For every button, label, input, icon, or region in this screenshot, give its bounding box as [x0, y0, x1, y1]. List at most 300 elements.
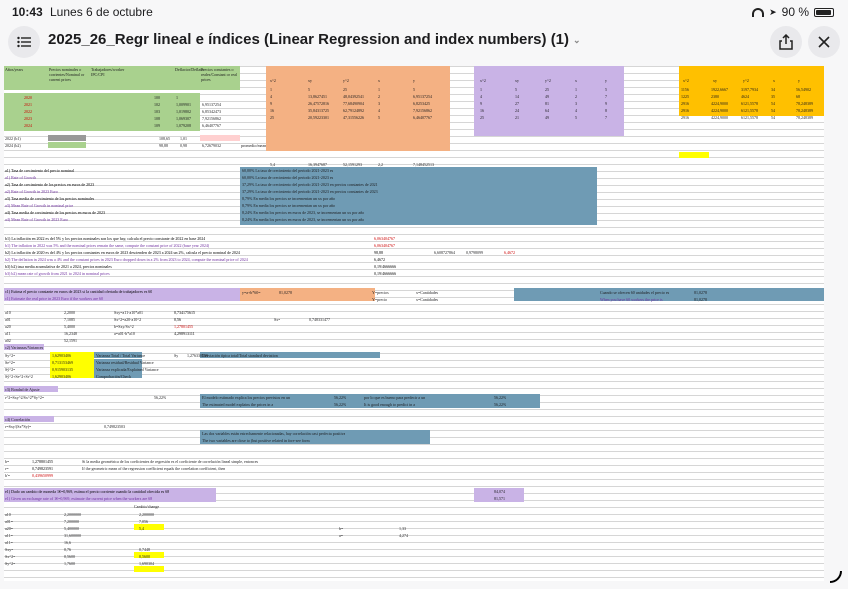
data-green-fill — [4, 93, 200, 131]
summary-value[interactable]: 1,01 — [180, 136, 187, 141]
salmon-cell[interactable]: 6,46407767 — [413, 115, 432, 120]
location-icon: ➤ — [769, 6, 777, 17]
deflator-cell[interactable]: 1,019802 — [176, 109, 191, 114]
stat-label[interactable]: a01 — [5, 317, 11, 322]
answer-value[interactable]: 6,063404767 — [374, 243, 395, 248]
section-header[interactable]: c1) Estima el precio constante en euros de 2023 si la cantidad ofertada de trabajadores es 60 — [5, 289, 153, 294]
lavender-cell[interactable]: 24 — [515, 108, 519, 113]
answer-text[interactable]: 8,79% En media los precios se incrementan un xx por año — [242, 196, 335, 201]
orange-cell[interactable]: 6121,5578 — [741, 108, 758, 113]
result-text[interactable]: Cuando se ofrecen 60 unidades el precio es — [600, 290, 670, 295]
question-text[interactable]: b3) b2) mean rate of growth from 2021 to 2024 in nominal prices — [5, 271, 110, 276]
orange-cell[interactable]: 35 — [771, 94, 775, 99]
year-cell[interactable]: 2021 — [24, 102, 32, 107]
lavender-cell[interactable]: 5 — [575, 115, 577, 120]
variance-value[interactable]: 1,276330539 — [187, 353, 208, 358]
stat-value[interactable]: 0,439650999 — [32, 473, 53, 478]
summary-label[interactable]: 2024 (b2) — [5, 143, 21, 148]
stat-value[interactable]: 31,600000 — [64, 533, 81, 538]
column-header[interactable]: Deflactor/Deflator — [175, 67, 205, 72]
list-button[interactable] — [8, 26, 40, 58]
salmon-cell[interactable]: 52,1591293 — [343, 162, 362, 167]
grid-line — [4, 542, 824, 543]
stat-value[interactable]: 2,2000000 — [64, 512, 81, 517]
stat-label[interactable]: a10 — [5, 310, 11, 315]
stat-value[interactable]: 0,734175615 — [174, 310, 195, 315]
status-right — [752, 5, 834, 19]
section-header[interactable]: c4) Correlación — [5, 417, 30, 422]
variance-desc[interactable]: Comprobación/Check — [96, 374, 132, 379]
stat-label[interactable]: Sxy= — [5, 547, 14, 552]
orange-cell[interactable]: 2916 — [681, 101, 689, 106]
variance-value[interactable]: 1,62903406 — [52, 374, 71, 379]
answer-text[interactable]: 37,29% La tasa de crecimiento del periodo 2021-2023 en precios constantes de 2021 — [242, 182, 378, 187]
stat-value[interactable]: 7,056 — [139, 519, 148, 524]
document-title[interactable] — [48, 31, 581, 48]
column-header[interactable]: Precios nominales o corrientes/Nominal or current prices — [49, 67, 85, 82]
document-toolbar — [0, 22, 848, 62]
orange-cell[interactable]: 1225 — [681, 94, 689, 99]
interpretation[interactable]: 56,22% — [494, 402, 507, 407]
variance-desc[interactable]: Varianza residual/Residual Variance — [96, 360, 154, 365]
yellow-highlight — [679, 152, 709, 158]
lavender-cell[interactable]: 14 — [515, 94, 519, 99]
year-cell[interactable]: 2022 — [24, 109, 32, 114]
question-text[interactable]: a2) Rate of Growth in 2023 Euro — [5, 189, 58, 194]
lavender-header[interactable]: y — [605, 78, 607, 83]
stat-value[interactable]: 5,400000 — [64, 526, 79, 531]
stat-value[interactable]: 52,1591 — [64, 338, 77, 343]
interpretation[interactable]: The estimated model explains the prices in a — [202, 402, 274, 407]
stat-value[interactable]: 7,200000 — [64, 519, 79, 524]
grid-line — [4, 388, 824, 389]
stat-value[interactable]: 5,4000 — [64, 324, 75, 329]
orange-cell[interactable]: 54 — [771, 115, 775, 120]
salmon-cell[interactable]: 4 — [270, 94, 272, 99]
question-text[interactable]: a4) Mean Rate of Growth in 2023 Euro — [5, 217, 68, 222]
orange-header[interactable]: y^2 — [743, 78, 749, 83]
question-text[interactable]: a4) Tasa media de crecimiento de los precios en euros de 2023 — [5, 210, 105, 215]
lavender-header[interactable]: x^2 — [480, 78, 486, 83]
result-value[interactable]: 84,074 — [494, 489, 505, 494]
stat-value[interactable]: 7,1085 — [64, 317, 75, 322]
stat-label[interactable]: b'= — [5, 473, 10, 478]
grid-line — [4, 381, 824, 382]
salmon-cell[interactable]: 5 — [413, 87, 415, 92]
answer-value[interactable]: 6,608727864 — [434, 250, 455, 255]
grid-line — [4, 563, 824, 564]
salmon-cell[interactable]: 5 — [308, 87, 310, 92]
orange-cell[interactable]: 56,54902 — [796, 87, 811, 92]
variance-label[interactable]: Sŷ^2+Se^2+Sr^2 — [5, 374, 33, 379]
stat-label[interactable]: Sxy=a11-a10*a01 — [114, 310, 143, 315]
lavender-cell[interactable]: 1 — [480, 87, 482, 92]
salmon-cell[interactable]: 6,95137254 — [413, 94, 432, 99]
stat-label[interactable]: r=Sxy/(Sx*Sy)= — [5, 424, 32, 429]
orange-cell[interactable]: 6121,5578 — [741, 101, 758, 106]
stat-label[interactable]: a01= — [5, 519, 14, 524]
stat-value[interactable]: 1,33 — [399, 526, 406, 531]
interpretation[interactable]: The two variables are close to (but positive related in fore-see form — [202, 438, 310, 443]
stat-value[interactable]: 16,6 — [64, 540, 71, 545]
formula-cell[interactable]: Y=precio — [372, 297, 388, 302]
salmon-cell[interactable]: 1 — [378, 87, 380, 92]
lavender-cell[interactable]: 9 — [480, 101, 482, 106]
formula-cell[interactable]: Y=precios — [372, 290, 389, 295]
lavender-header[interactable]: x — [575, 78, 577, 83]
orange-cell[interactable]: 78,248389 — [796, 101, 813, 106]
stat-value[interactable]: 16,2348 — [64, 331, 77, 336]
summary-value[interactable]: 0,98 — [180, 143, 187, 148]
real-price-cell[interactable]: 6,95137254 — [202, 102, 221, 107]
lavender-cell[interactable]: 16 — [480, 108, 484, 113]
lavender-cell[interactable]: 64 — [545, 108, 549, 113]
variance-value[interactable]: 0,713153469 — [52, 360, 73, 365]
lavender-cell[interactable]: 3 — [575, 101, 577, 106]
salmon-cell[interactable]: 3 — [378, 101, 380, 106]
interpretation[interactable]: El modelo estimado explica los precios previstos en un — [202, 395, 290, 400]
salmon-cell[interactable]: 9 — [270, 101, 272, 106]
stat-value[interactable]: 0,5600 — [139, 554, 150, 559]
lavender-header[interactable]: xy — [515, 78, 519, 83]
salmon-cell[interactable]: 16 — [270, 108, 274, 113]
orange-cell[interactable]: 4224,9000 — [711, 101, 728, 106]
variance-value[interactable]: 1,62903406 — [52, 353, 71, 358]
salmon-cell[interactable]: 16,3947687 — [308, 162, 327, 167]
grid-line — [4, 248, 824, 249]
orange-cell[interactable]: 78,248389 — [796, 115, 813, 120]
stat-value[interactable]: 4,298913111 — [174, 331, 195, 336]
variance-label[interactable]: Sy — [174, 353, 179, 358]
question-text[interactable]: a3) Mean Rate of Growth in nominal price — [5, 203, 74, 208]
orange-header[interactable]: xy — [713, 78, 717, 83]
variance-label[interactable]: Sy^2= — [5, 353, 16, 358]
stat-value[interactable]: 1,27801455 — [174, 324, 193, 329]
lavender-cell[interactable]: 81 — [545, 101, 549, 106]
question-text[interactable]: a2) Tasa de crecimiento de los precios en euros de 2023 — [5, 182, 95, 187]
lavender-cell[interactable]: 27 — [515, 101, 519, 106]
question-text[interactable]: a1) Tasa de crecimiento del precio nominal — [5, 168, 74, 173]
salmon-cell[interactable]: 20,59223301 — [308, 115, 329, 120]
variance-desc[interactable]: Desviación típica total/Total standard deviation — [202, 353, 278, 358]
spreadsheet-view[interactable] — [4, 66, 824, 581]
variance-desc[interactable]: Varianza explicada/Explained Variance — [96, 367, 159, 372]
result-value[interactable]: 81,0278 — [694, 290, 707, 295]
grid-line — [4, 549, 824, 550]
resize-handle-icon[interactable] — [830, 571, 842, 583]
deflator-cell[interactable]: 1,009901 — [176, 102, 191, 107]
section-header[interactable]: c2) Varianzas/Variances — [5, 345, 44, 350]
salmon-cell[interactable]: 62,79124892 — [343, 108, 364, 113]
year-cell[interactable]: 2023 — [24, 116, 32, 121]
stat-label[interactable]: a11= — [5, 540, 13, 545]
close-button[interactable] — [808, 26, 840, 58]
lavender-cell[interactable]: 5 — [515, 87, 517, 92]
formula-cell[interactable]: x=Cantidades — [416, 297, 439, 302]
stat-label[interactable]: r^2=Sxy^2/Sx^2*Sy^2= — [5, 395, 45, 400]
interpretation[interactable]: It is good enough to predict in a — [364, 402, 415, 407]
lavender-cell[interactable]: 4 — [575, 108, 577, 113]
stat-label[interactable]: a11= — [5, 533, 13, 538]
orange-cell[interactable]: 4224,9000 — [711, 115, 728, 120]
orange-cell[interactable]: 2916 — [681, 108, 689, 113]
column-header[interactable]: Trabajadores/worker IPC/CPI — [91, 67, 125, 77]
grid-line — [4, 227, 824, 228]
variance-label[interactable]: Sŷ^2= — [5, 367, 16, 372]
grid-line — [4, 339, 824, 340]
question-text[interactable]: b3) b2) tasa media acumulativa de 2021 a 2024, precios nominales — [5, 264, 112, 269]
answer-text[interactable]: 8,24% En media los precios en euros de 2023, se incrementan un xx por año — [242, 210, 365, 215]
summary-note[interactable]: promedio/mean — [241, 143, 267, 148]
stat-label[interactable]: Sx^2= — [5, 554, 16, 559]
interpretation[interactable]: 56,22% — [334, 395, 347, 400]
grid-line — [4, 276, 824, 277]
section-header[interactable]: c3) Bondad de Ajuste — [5, 387, 40, 392]
interpretation[interactable]: 56,22% — [494, 395, 507, 400]
summary-value[interactable]: 6,72679032 — [202, 143, 221, 148]
stat-value[interactable]: 0,7448 — [139, 547, 150, 552]
grid-line — [4, 409, 824, 410]
grid-line — [4, 451, 824, 452]
column-header[interactable]: Años/years — [5, 67, 23, 72]
salmon-cell[interactable]: 35,84313725 — [308, 108, 329, 113]
stat-value[interactable]: 2,2000 — [64, 310, 75, 315]
stat-value[interactable]: 1,690304 — [139, 561, 154, 566]
lavender-header[interactable]: y^2 — [545, 78, 551, 83]
salmon-cell[interactable]: 5 — [378, 115, 380, 120]
question-text[interactable]: b1) The inflation in 2022 was 5% and the nominal prices remain the same, compute the constant price of 2022 (base year 2024) — [5, 243, 210, 248]
answer-text[interactable]: 8,24% En media los precios en euros de 2023, se incrementan un xx por año — [242, 217, 365, 222]
grid-line — [4, 472, 824, 473]
answer-text[interactable]: 37,29% La tasa de crecimiento del periodo 2021-2023 en precios constantes de 2023 — [242, 189, 378, 194]
variance-desc[interactable]: Varianza Total / Total Variance — [96, 353, 146, 358]
stat-label[interactable]: a=a01-b*a10 — [114, 331, 135, 336]
battery-text: 90 % — [781, 5, 809, 19]
lavender-cell[interactable]: 1 — [575, 87, 577, 92]
share-icon — [779, 34, 793, 50]
status-bar — [0, 0, 848, 22]
salmon-cell[interactable]: 13,8627451 — [308, 94, 327, 99]
stat-label[interactable]: a10 — [5, 512, 11, 517]
stat-value[interactable]: 0,56 — [174, 317, 181, 322]
stat-value[interactable]: 2,200000 — [139, 512, 154, 517]
salmon-cell[interactable]: 77,68490904 — [343, 101, 364, 106]
stat-value[interactable]: 56,22% — [154, 395, 167, 400]
stat-label[interactable]: a= — [339, 533, 344, 538]
answer-value[interactable]: 0,19/4666666 — [374, 271, 397, 276]
question-text[interactable]: a3) Tasa media de crecimiento de los precios nominales — [5, 196, 95, 201]
lavender-cell[interactable]: 49 — [545, 94, 549, 99]
real-price-cell[interactable]: 6,46407767 — [202, 123, 221, 128]
question-text[interactable]: a1) Rate of Growth — [5, 175, 36, 180]
year-cell[interactable]: 2024 — [24, 123, 32, 128]
grid-line — [4, 304, 824, 305]
salmon-cell[interactable]: 5,4 — [270, 162, 275, 167]
orange-cell[interactable]: 68 — [796, 94, 800, 99]
salmon-cell[interactable]: 2,2 — [378, 162, 383, 167]
value-cell[interactable]: 100 — [154, 95, 160, 100]
lavender-cell[interactable]: 7 — [605, 115, 607, 120]
formula-cell[interactable]: 81,0278 — [279, 290, 292, 295]
salmon-header[interactable]: y^2 — [343, 78, 349, 83]
status-time: 10:43 — [12, 5, 43, 19]
value-cell[interactable]: 108 — [154, 116, 160, 121]
year-cell[interactable]: 2020 — [24, 95, 32, 100]
stat-value[interactable]: 4,274 — [399, 533, 408, 538]
variance-label[interactable]: Se^2= — [5, 360, 16, 365]
stat-value[interactable]: 0,5600 — [64, 554, 75, 559]
section-header[interactable]: c1) Estimate the real price in 2023 Euro if the workers are 60 — [5, 296, 103, 301]
answer-value[interactable]: 6,4672 — [374, 257, 385, 262]
section-header[interactable]: e1) Dado un cambio de moneda 1€=0,969, estima el precio corriente cuando la cantidad ofrecida es 68 — [5, 489, 170, 494]
stat-value[interactable]: 1,7600 — [64, 561, 75, 566]
stat-label[interactable]: Sx= — [274, 317, 281, 322]
orange-cell[interactable]: 4624 — [741, 94, 749, 99]
value-cell[interactable]: 109 — [154, 123, 160, 128]
orange-cell[interactable]: 2916 — [681, 115, 689, 120]
deflator-cell[interactable]: 1 — [176, 95, 178, 100]
salmon-header[interactable]: y — [413, 78, 415, 83]
lavender-cell[interactable]: 7 — [605, 94, 607, 99]
stat-value[interactable]: 1,278801455 — [32, 459, 53, 464]
lavender-cell[interactable]: 9 — [605, 101, 607, 106]
lavender-cell[interactable]: 2 — [575, 94, 577, 99]
stat-label[interactable]: a20 — [5, 324, 11, 329]
orange-cell[interactable]: 78,248389 — [796, 108, 813, 113]
stat-value[interactable]: 0,749823591 — [32, 466, 53, 471]
grid-line — [4, 346, 824, 347]
grid-line — [4, 416, 824, 417]
real-price-cell[interactable]: 7,92156862 — [202, 116, 221, 121]
orange-cell[interactable]: 54 — [771, 108, 775, 113]
stat-value[interactable]: 0,748331477 — [309, 317, 330, 322]
answer-value[interactable]: 6,4672 — [504, 250, 515, 255]
formula-cell[interactable]: x=Cantidades — [416, 290, 439, 295]
answer-text[interactable]: 8,79% En media los precios se incrementan un xx por año — [242, 203, 335, 208]
lavender-cell[interactable]: 25 — [545, 87, 549, 92]
question-text[interactable]: b2) The deflation in 2024 was a 4% and the constant prices in 2023 Euro dropped down in a 2% from 2023 to 2024, compute the nominal price of 2024 — [5, 257, 248, 262]
answer-value[interactable]: 98,88 — [374, 250, 383, 255]
salmon-header[interactable]: x^2 — [270, 78, 276, 83]
result-value[interactable]: 81,0278 — [694, 297, 707, 302]
share-button[interactable] — [770, 26, 802, 58]
stat-value[interactable]: 0,749823503 — [104, 424, 125, 429]
orange-cell[interactable]: 34 — [771, 87, 775, 92]
green-fill — [48, 142, 86, 148]
orange-header[interactable]: y — [798, 78, 800, 83]
deflator-cell[interactable]: 1,069307 — [176, 116, 191, 121]
summary-value[interactable]: 108,65 — [159, 136, 170, 141]
stat-label[interactable]: Sy^2= — [5, 561, 16, 566]
salmon-cell[interactable]: 6,8253425 — [413, 101, 430, 106]
chevron-down-icon: ⌄ — [573, 34, 581, 45]
deflator-cell[interactable]: 1,079208 — [176, 123, 191, 128]
real-price-cell[interactable]: 6,85342473 — [202, 109, 221, 114]
result-value[interactable]: 81,571 — [494, 496, 505, 501]
answer-value[interactable]: 0,9798099 — [466, 250, 483, 255]
lavender-cell[interactable]: 49 — [545, 115, 549, 120]
stat-label[interactable]: b=Sxy/Sx^2 — [114, 324, 134, 329]
sub-header[interactable]: Cambio/change — [134, 504, 160, 509]
answer-text[interactable]: 60,00% La tasa de crecimiento del periodo 2021-2023 es — [242, 168, 334, 173]
answer-text[interactable]: 60,00% La tasa de crecimiento del periodo 2021-2023 es — [242, 175, 334, 180]
salmon-cell[interactable]: 7,92156862 — [413, 108, 432, 113]
interpretation[interactable]: Si la media geométrica de los coeficientes de regresión es el coeficiente de correlación lineal simple, entonces — [82, 459, 259, 464]
interpretation[interactable]: 56,22% — [334, 402, 347, 407]
stat-label[interactable]: b= — [339, 526, 344, 531]
interpretation[interactable]: Las dos variables están estrechamente relacionadas, hay correlación casi perfecta positiva — [202, 431, 346, 436]
stat-label[interactable]: a20= — [5, 526, 14, 531]
lavender-cell[interactable]: 5 — [605, 87, 607, 92]
stat-label[interactable]: b= — [5, 459, 10, 464]
salmon-cell[interactable]: 7,148452513 — [413, 162, 434, 167]
stat-label[interactable]: r= — [5, 466, 9, 471]
stat-value[interactable]: 0,76 — [64, 547, 71, 552]
wifi-icon — [752, 8, 764, 17]
orange-cell[interactable]: 4224,9000 — [711, 108, 728, 113]
salmon-cell[interactable]: 48,04392541 — [343, 94, 364, 99]
status-date: Lunes 6 de octubre — [50, 5, 153, 19]
salmon-cell[interactable]: 26,47572816 — [308, 101, 329, 106]
question-text[interactable]: b2) La inflación de 2020 es del 4% y los precios constantes en euros de 2023 descienden de 2023 a 2024 un 2%, calcula el precio nominal de 2024 — [5, 250, 240, 255]
grid-line — [4, 521, 824, 522]
salmon-cell[interactable]: 1 — [270, 87, 272, 92]
section-header[interactable]: e1) Given an exchange rate of 1€=0,969, estimate the current price when the workers are 68 — [5, 496, 153, 501]
orange-cell[interactable]: 2380 — [711, 94, 719, 99]
result-text[interactable]: When you have 60 workers the price is — [600, 297, 663, 302]
value-cell[interactable]: 102 — [154, 102, 160, 107]
value-cell[interactable]: 103 — [154, 109, 160, 114]
lavender-cell[interactable]: 4 — [480, 94, 482, 99]
orange-cell[interactable]: 6121,5578 — [741, 115, 758, 120]
formula-cell[interactable]: y=a+b*60= — [242, 290, 261, 295]
summary-value[interactable]: 98,88 — [159, 143, 168, 148]
battery-icon — [814, 8, 834, 17]
stat-label[interactable]: Sx^2=a20-a10^2 — [114, 317, 142, 322]
salmon-cell[interactable]: 2 — [378, 94, 380, 99]
grid-line — [4, 241, 824, 242]
column-header[interactable]: Precios constantes o reales/Constant or real prices — [201, 67, 237, 82]
orange-cell[interactable]: 1922,6667 — [711, 87, 728, 92]
grid-line — [4, 262, 824, 263]
stat-value[interactable]: 5,4 — [139, 526, 144, 531]
answer-value[interactable]: 0,19/4666666 — [374, 264, 397, 269]
variance-value[interactable]: 0,915903135 — [52, 367, 73, 372]
stat-label[interactable]: a02 — [5, 338, 11, 343]
salmon-cell[interactable]: 47,31556226 — [343, 115, 364, 120]
orange-cell[interactable]: 54 — [771, 101, 775, 106]
lavender-cell[interactable]: 21 — [515, 115, 519, 120]
summary-label[interactable]: 2022 (b1) — [5, 136, 21, 141]
stat-label[interactable]: a11 — [5, 331, 11, 336]
salmon-header[interactable]: x — [378, 78, 380, 83]
salmon-cell[interactable]: 25 — [343, 87, 347, 92]
orange-cell[interactable]: 3197,7934 — [741, 87, 758, 92]
interpretation[interactable]: por lo que es bueno para predecir a un — [364, 395, 426, 400]
orange-header[interactable]: x — [773, 78, 775, 83]
salmon-cell[interactable]: 25 — [270, 115, 274, 120]
lavender-cell[interactable]: 25 — [480, 115, 484, 120]
grid-line — [4, 556, 824, 557]
orange-header[interactable]: x^2 — [683, 78, 689, 83]
salmon-cell[interactable]: 4 — [378, 108, 380, 113]
orange-cell[interactable]: 1156 — [681, 87, 689, 92]
lavender-cell[interactable]: 8 — [605, 108, 607, 113]
salmon-header[interactable]: xy — [308, 78, 312, 83]
question-text[interactable]: b1) La inflación en 2022 es del 5% y los precios nominales son los que hay, calcula el precio constante de 2022 en base 2024 — [5, 236, 206, 241]
interpretation[interactable]: If the geometric mean of the regression coefficient equals the correlation coefficient, then — [82, 466, 226, 471]
answer-value[interactable]: 6,063404767 — [374, 236, 395, 241]
